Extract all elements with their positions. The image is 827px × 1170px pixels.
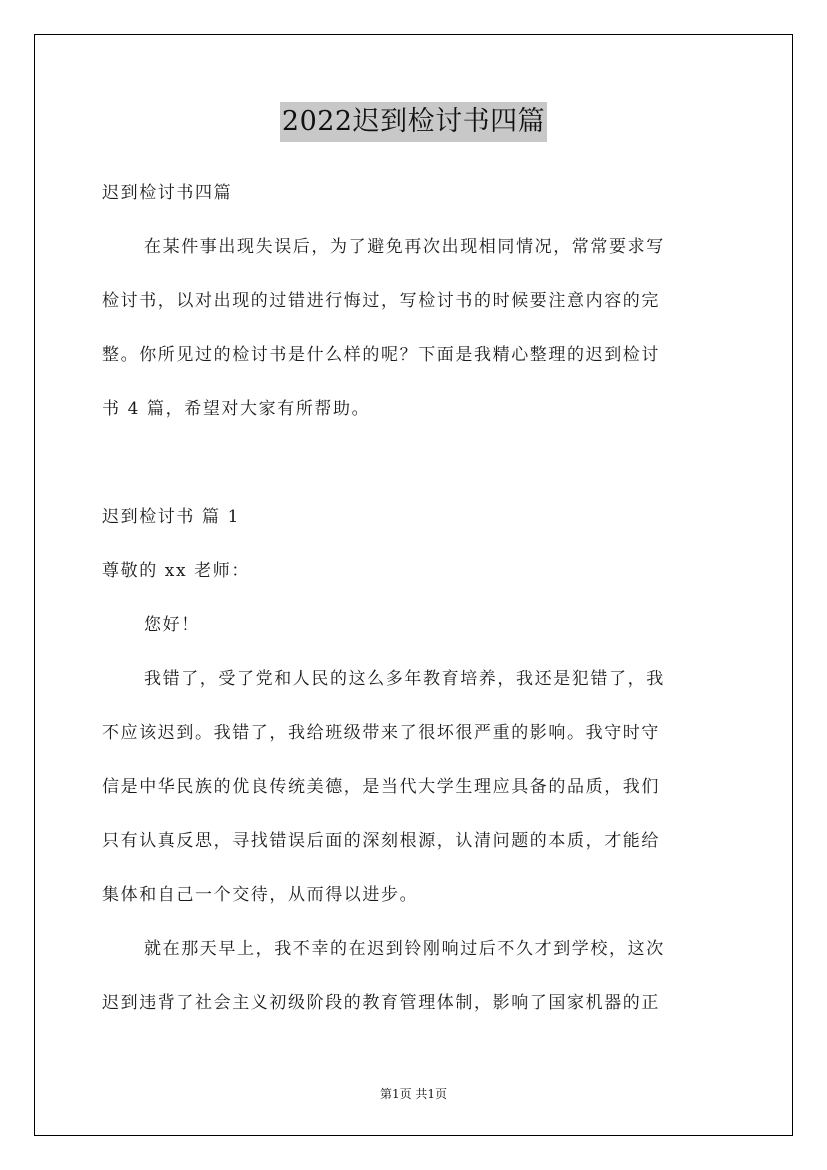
salutation: 尊敬的 xx 老师：	[102, 561, 250, 581]
paragraph-line: 我错了，受了党和人民的这么多年教育培养，我还是犯错了，我	[144, 669, 665, 689]
title-container	[0, 102, 827, 142]
paragraph-line: 只有认真反思，寻找错误后面的深刻根源，认清问题的本质，才能给	[102, 831, 660, 851]
blank-line	[102, 442, 726, 496]
paragraph-line: 不应该迟到。我错了，我给班级带来了很坏很严重的影响。我守时守	[102, 723, 660, 743]
intro-line: 书 4 篇，希望对大家有所帮助。	[102, 399, 371, 419]
intro-line: 检讨书，以对出现的过错进行悔过，写检讨书的时候要注意内容的完	[102, 291, 660, 311]
greeting: 您好！	[144, 615, 200, 635]
intro-line: 整。你所见过的检讨书是什么样的呢？下面是我精心整理的迟到检讨	[102, 345, 660, 365]
paragraph-line: 信是中华民族的优良传统美德，是当代大学生理应具备的品质，我们	[102, 777, 660, 797]
document-title: 2022迟到检讨书四篇	[280, 102, 547, 142]
document-body	[102, 172, 726, 1036]
paragraph-line: 就在那天早上，我不幸的在迟到铃刚响过后不久才到学校，这次	[144, 939, 665, 959]
section-title: 迟到检讨书 篇 1	[102, 507, 241, 527]
heading: 迟到检讨书四篇	[102, 183, 233, 203]
page-footer: 第1页 共1页	[379, 1087, 448, 1101]
paragraph-line: 集体和自己一个交待，从而得以进步。	[102, 885, 419, 905]
intro-line: 在某件事出现失误后，为了避免再次出现相同情况，常常要求写	[144, 237, 665, 257]
paragraph-line: 迟到违背了社会主义初级阶段的教育管理体制，影响了国家机器的正	[102, 993, 660, 1013]
